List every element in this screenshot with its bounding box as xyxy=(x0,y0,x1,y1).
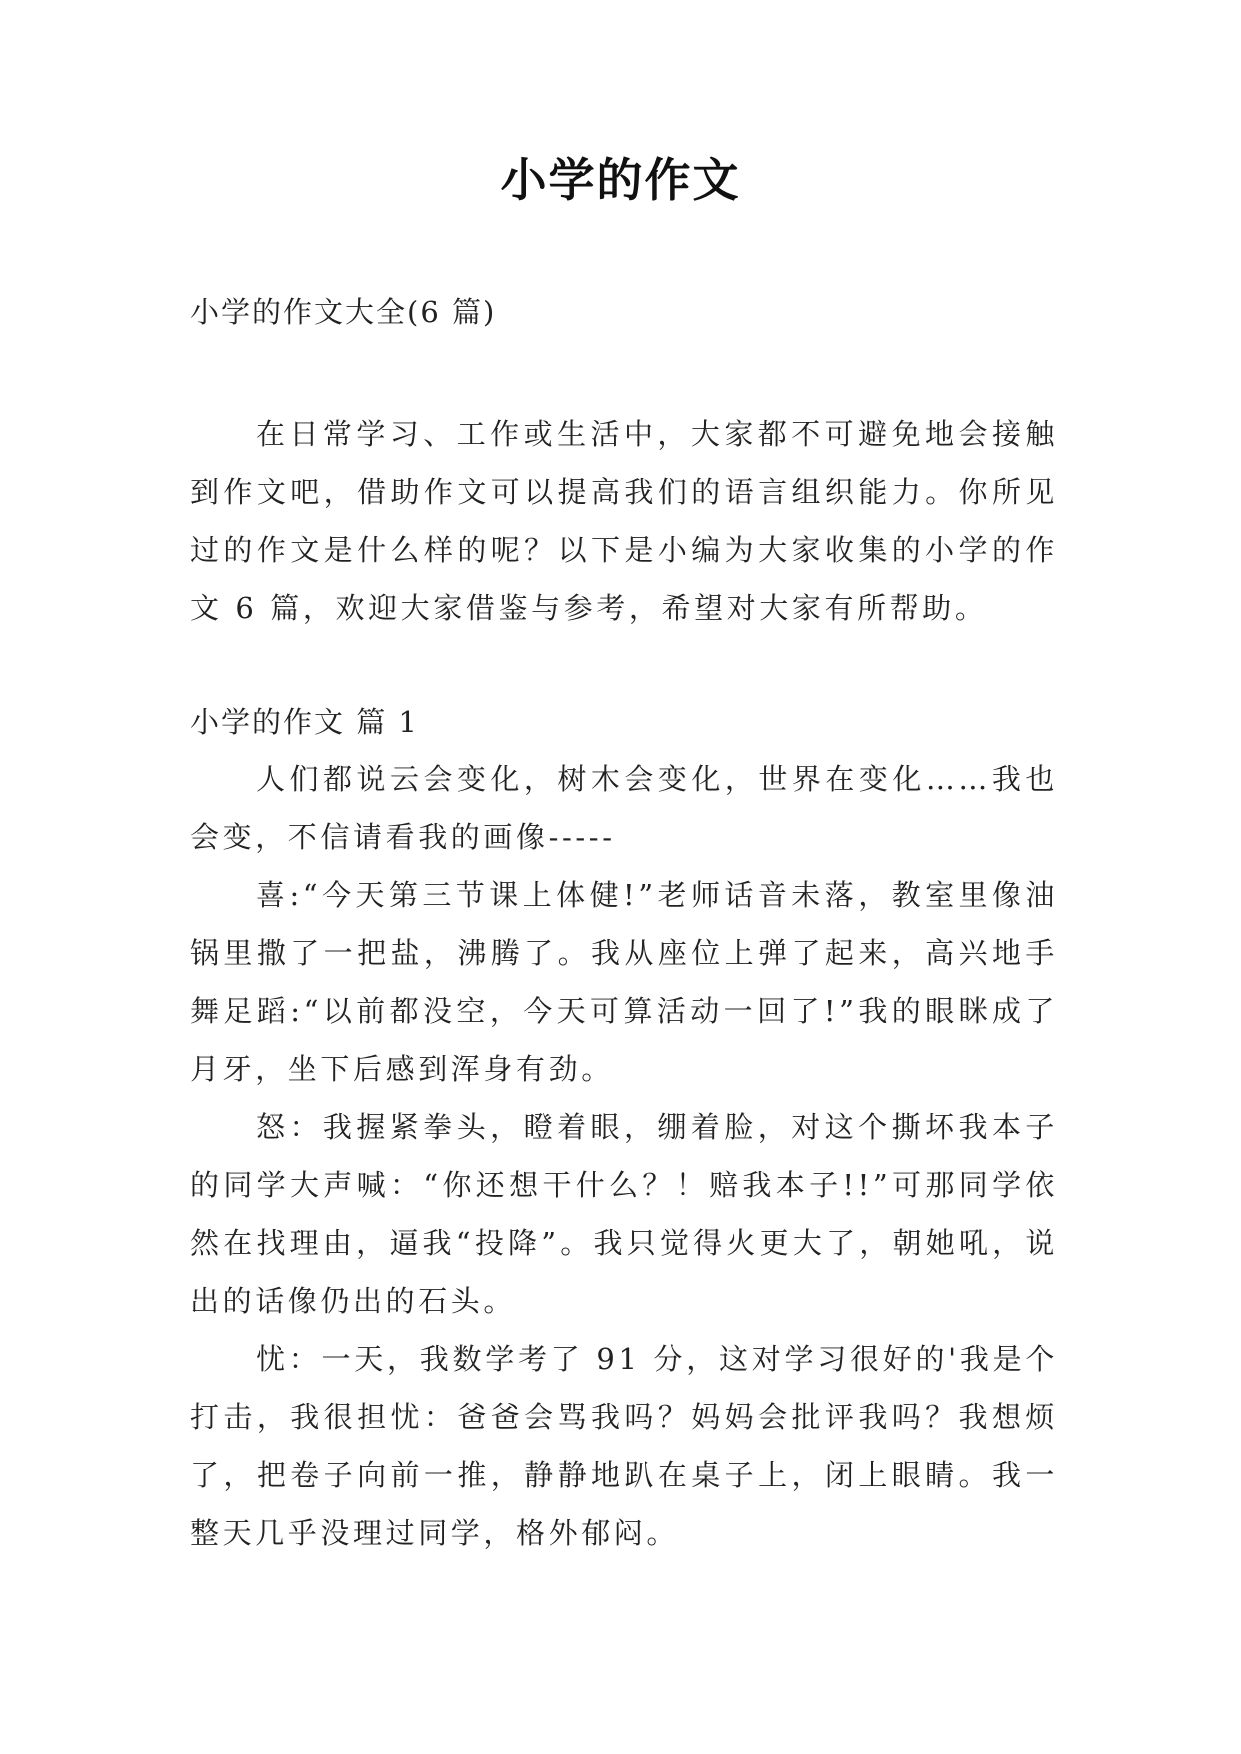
body-paragraph-2: 喜:“今天第三节课上体健!”老师话音未落，教室里像油锅里撒了一把盐，沸腾了。我从座位上弹了起来，高兴地手舞足蹈:“以前都没空，今天可算活动一回了!”我的眼眯成了月牙，坐下后感到浑身有劲。 xyxy=(190,878,1058,1086)
intro-paragraph: 在日常学习、工作或生活中，大家都不可避免地会接触到作文吧，借助作文可以提高我们的语言组织能力。你所见过的作文是什么样的呢？以下是小编为大家收集的小学的作文 6 篇，欢迎大家借鉴与参考，希望对大家有所帮助。 xyxy=(190,417,1058,625)
body-paragraph-1: 人们都说云会变化，树木会变化，世界在变化……我也会变，不信请看我的画像----- xyxy=(190,762,1058,854)
section-heading: 小学的作文 篇 1 xyxy=(190,705,419,739)
document-subtitle: 小学的作文大全(6 篇) xyxy=(190,295,497,329)
body-paragraph-4: 忧：一天，我数学考了 91 分，这对学习很好的'我是个打击，我很担忧：爸爸会骂我吗？妈妈会批评我吗？我想烦了，把卷子向前一推，静静地趴在桌子上，闭上眼睛。我一整天几乎没理过同学，格外郁闷。 xyxy=(190,1342,1058,1550)
document-title: 小学的作文 xyxy=(500,153,741,207)
body-paragraph-3: 怒：我握紧拳头，瞪着眼，绷着脸，对这个撕坏我本子的同学大声喊：“你还想干什么？！赔我本子!!”可那同学依然在找理由，逼我“投降”。我只觉得火更大了，朝她吼，说出的话像仍出的石头。 xyxy=(190,1110,1058,1318)
